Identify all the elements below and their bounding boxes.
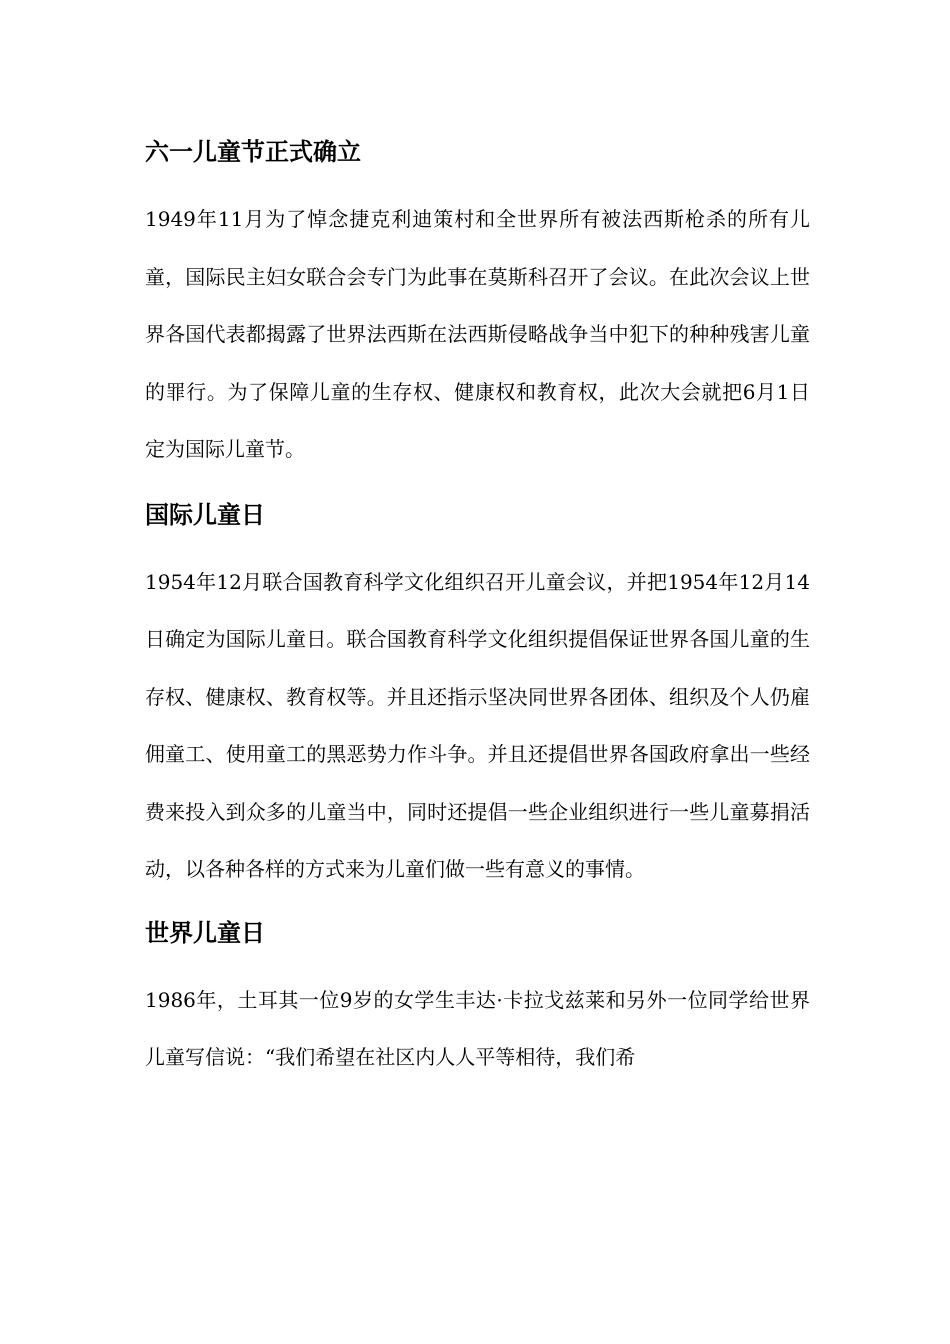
section-paragraph-children-day-established: 1949年11月为了悼念捷克利迪策村和全世界所有被法西斯枪杀的所有儿童，国际民主妇女联合会专门为此事在莫斯科召开了会议。在此次会议上世界各国代表都揭露了世界法西斯在法西斯侵略战争当中犯下的种种残害儿童的罪行。为了保障儿童的生存权、健康权和教育权，此次大会就把6月1日定为国际儿童节。	[145, 207, 810, 461]
section-heading-children-day-established: 六一儿童节正式确立	[145, 138, 361, 166]
document-content	[145, 128, 810, 1087]
section-paragraph-international-children-day: 1954年12月联合国教育科学文化组织召开儿童会议，并把1954年12月14日确定为国际儿童日。联合国教育科学文化组织提倡保证世界各国儿童的生存权、健康权、教育权等。并且还指示坚决同世界各团体、组织及个人仍雇佣童工、使用童工的黑恶势力作斗争。并且还提倡世界各国政府拿出一些经费来投入到众多的儿童当中，同时还提倡一些企业组织进行一些儿童募捐活动，以各种各样的方式来为儿童们做一些有意义的事情。	[145, 569, 810, 881]
section-heading-world-children-day: 世界儿童日	[145, 918, 265, 947]
section-heading-international-children-day: 国际儿童日	[145, 500, 265, 529]
section-paragraph-world-children-day: 1986年，土耳其一位9岁的女学生丰达·卡拉戈兹莱和另外一位同学给世界儿童写信说：“我们希望在社区内人人平等相待，我们希	[145, 987, 810, 1069]
